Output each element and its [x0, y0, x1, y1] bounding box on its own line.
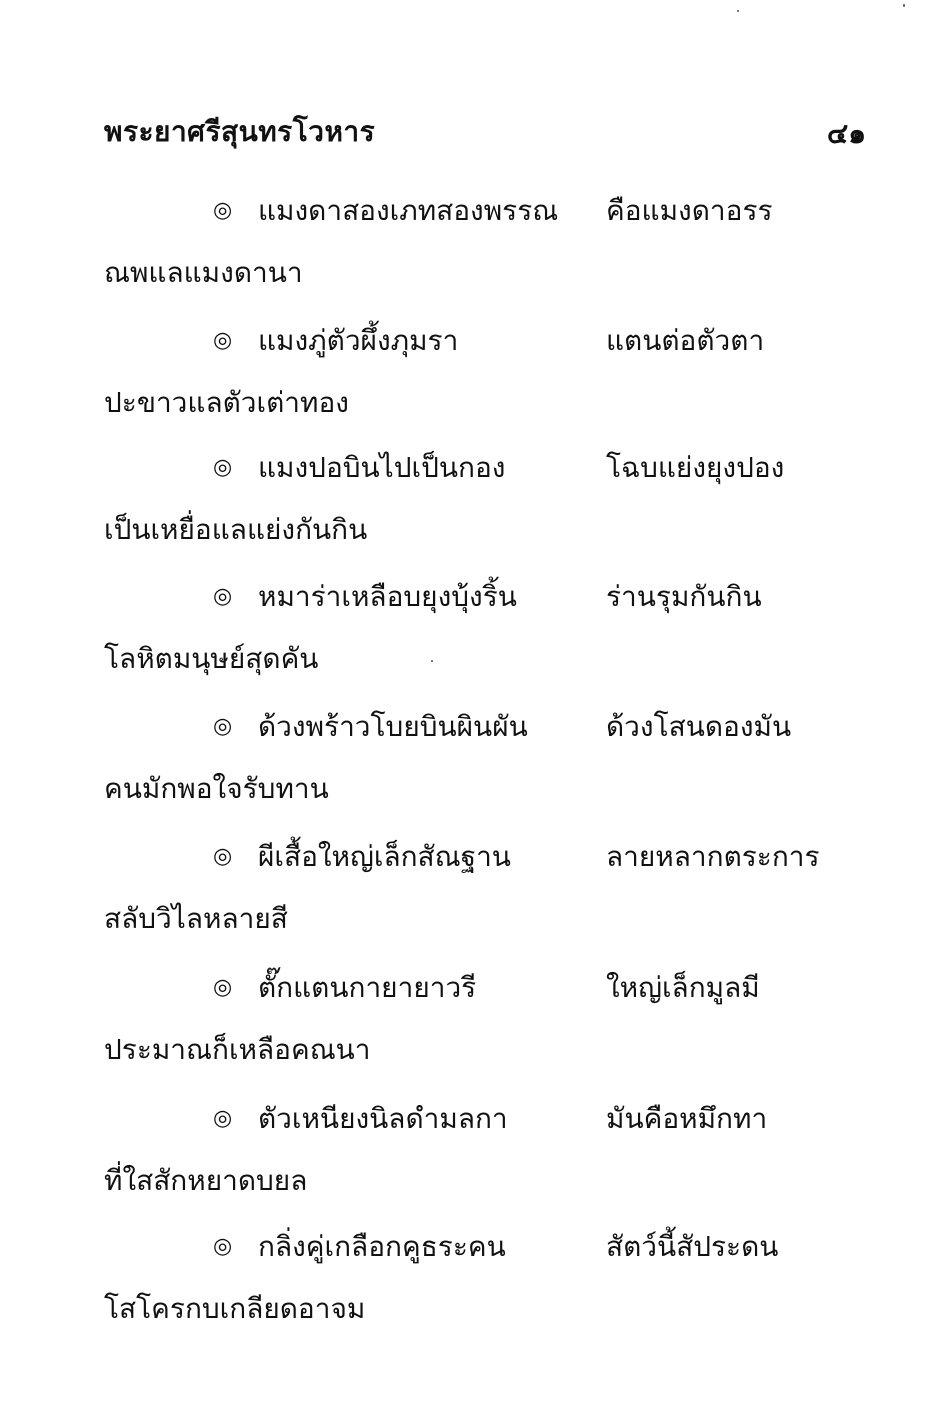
verse-5 [0, 702, 936, 832]
verse-first-hemistich: ผีเสื้อใหญ่เล็กสัณฐาน [258, 840, 511, 873]
running-header-title: พระยาศรีสุนทรโวหาร [104, 115, 376, 148]
verse-9 [0, 1222, 936, 1352]
verse-line [0, 572, 936, 622]
verse-first-hemistich: ตัวเหนียงนิลดำมลกา [258, 1102, 508, 1135]
verse-continuation: เป็นเหยื่อแลแย่งกันกิน [104, 513, 368, 546]
verse-first-hemistich: กลิ่งคู่เกลือกคูธระคน [258, 1230, 506, 1263]
verse-2 [0, 316, 936, 446]
verse-1 [0, 186, 936, 316]
verse-line [0, 186, 936, 236]
verse-continuation: ปะขาวแลตัวเต่าทอง [104, 386, 349, 419]
verse-second-hemistich: คือแมงดาอรร [606, 194, 773, 227]
verse-second-hemistich: ด้วงโสนดองมัน [606, 710, 792, 743]
verse-continuation: คนมักพอใจรับทาน [104, 772, 329, 805]
verse-4 [0, 572, 936, 702]
verse-7 [0, 963, 936, 1093]
scan-speck [903, 4, 905, 7]
verse-first-hemistich: แมงภู่ตัวผึ้งภุมรา [258, 324, 459, 357]
verse-3 [0, 443, 936, 573]
verse-second-hemistich: มันคือหมึกทา [606, 1102, 768, 1135]
bullet-icon: ◎ [213, 975, 233, 1000]
verse-first-hemistich: ตั๊กแตนกายายาวรี [258, 971, 477, 1004]
verse-first-hemistich: แมงดาสองเภทสองพรรณ [258, 194, 559, 227]
bullet-icon: ◎ [213, 844, 233, 869]
verse-continuation: ที่ใสสักหยาดบยล [104, 1164, 308, 1197]
verse-second-hemistich: แตนต่อตัวตา [606, 324, 765, 357]
verse-line [0, 702, 936, 752]
bullet-icon: ◎ [213, 714, 233, 739]
verse-second-hemistich: ร่านรุมกันกิน [606, 580, 762, 613]
verse-line [0, 832, 936, 882]
page-number: ๔๑ [827, 117, 866, 150]
verse-line [0, 1222, 936, 1272]
bullet-icon: ◎ [213, 328, 233, 353]
verse-first-hemistich: หมาร่าเหลือบยุงบุ้งริ้น [258, 580, 517, 613]
verse-second-hemistich: ใหญ่เล็กมูลมี [606, 971, 760, 1004]
verse-continuation: ประมาณก็เหลือคณนา [104, 1033, 371, 1066]
verse-second-hemistich: สัตว์นี้สัประดน [606, 1230, 779, 1263]
bullet-icon: ◎ [213, 584, 233, 609]
bullet-icon: ◎ [213, 455, 233, 480]
verse-6 [0, 832, 936, 962]
verse-second-hemistich: โฉบแย่งยุงปอง [606, 451, 785, 484]
verse-line [0, 443, 936, 493]
bullet-icon: ◎ [213, 1234, 233, 1259]
bullet-icon: ◎ [213, 198, 233, 223]
verse-line [0, 1094, 936, 1144]
scan-speck [737, 10, 739, 12]
scan-speck [431, 660, 433, 662]
verse-continuation: โสโครกบเกลียดอาจม [104, 1292, 366, 1325]
verse-first-hemistich: แมงปอบินไปเป็นกอง [258, 451, 506, 484]
verse-line [0, 316, 936, 366]
verse-second-hemistich: ลายหลากตระการ [606, 840, 820, 873]
verse-continuation: ณพแลแมงดานา [104, 256, 303, 289]
verse-continuation: โลหิตมนุษย์สุดคัน [104, 642, 319, 675]
verse-continuation: สลับวิไลหลายสี [104, 902, 288, 935]
verse-8 [0, 1094, 936, 1224]
verse-line [0, 963, 936, 1013]
verse-first-hemistich: ด้วงพร้าวโบยบินผินผัน [258, 710, 528, 743]
bullet-icon: ◎ [213, 1106, 233, 1131]
